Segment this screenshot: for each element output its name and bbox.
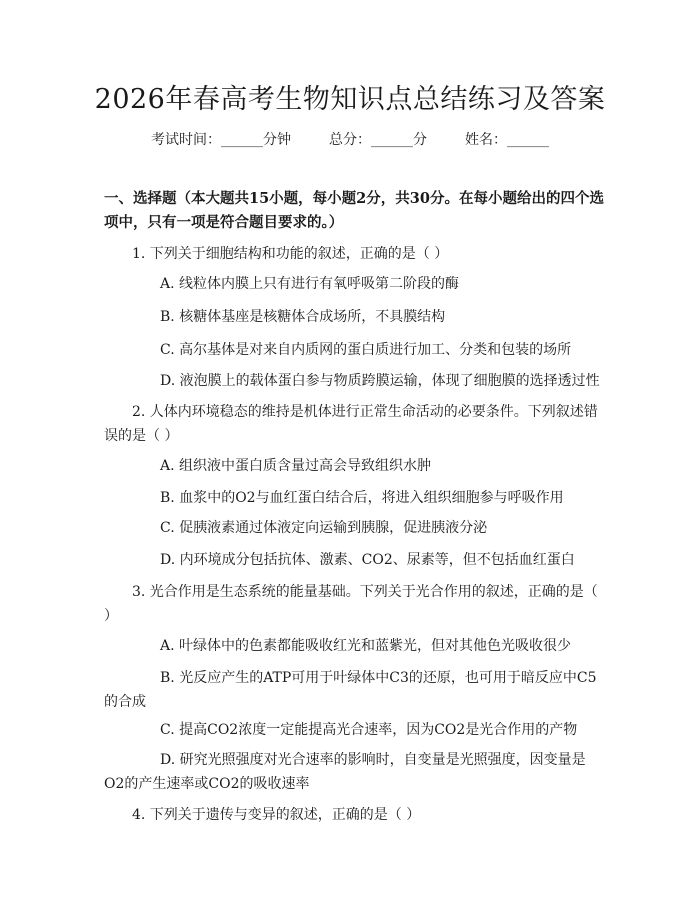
exam-meta (0, 128, 700, 152)
page-title: 2026年春高考生物知识点总结练习及答案 (94, 84, 606, 115)
question-text: 1. 下列关于细胞结构和功能的叙述，正确的是（ ） (132, 246, 449, 262)
question-3-option-c: C. 提高CO2浓度一定能提高光合速率，因为CO2是光合作用的产物 (160, 722, 578, 738)
question-1-option-a: A. 线粒体内膜上只有进行有氧呼吸第二阶段的酶 (160, 276, 460, 292)
question-2 (104, 400, 600, 448)
total-score-field: 总分：______分 (329, 132, 427, 148)
question-3-option-b: B. 光反应产生的ATP可用于叶绿体中C3的还原，也可用于暗反应中C5的合成 (104, 670, 597, 710)
question-text: 2. 人体内环境稳态的维持是机体进行正常生命活动的必要条件。下列叙述错误的是（ ） (104, 404, 598, 444)
question-2-option-b: B. 血浆中的O2与血红蛋白结合后，将进入组织细胞参与呼吸作用 (160, 490, 564, 506)
question-3-option-d: D. 研究光照强度对光合速率的影响时，自变量是光照强度，因变量是O2的产生速率或CO2的吸收速率 (104, 752, 586, 792)
section-header: 一、选择题（本大题共15小题，每小题2分，共30分。在每小题给出的四个选项中，只有一项是符合题目要求的。） (104, 190, 604, 231)
exam-time-field: 考试时间：______分钟 (151, 132, 291, 148)
question-1 (104, 242, 600, 266)
question-3 (104, 580, 600, 628)
question-2-option-c: C. 促胰液素通过体液定向运输到胰腺，促进胰液分泌 (160, 520, 488, 536)
question-1-option-d: D. 液泡膜上的载体蛋白参与物质跨膜运输，体现了细胞膜的选择透过性 (160, 373, 600, 389)
question-4 (104, 803, 600, 827)
question-1-option-c: C. 高尔基体是对来自内质网的蛋白质进行加工、分类和包装的场所 (160, 342, 572, 358)
question-text: 4. 下列关于遗传与变异的叙述，正确的是（ ） (132, 807, 421, 823)
question-2-option-a: A. 组织液中蛋白质含量过高会导致组织水肿 (160, 458, 432, 474)
question-text: 3. 光合作用是生态系统的能量基础。下列关于光合作用的叙述，正确的是（ ） (104, 584, 598, 624)
question-3-option-a: A. 叶绿体中的色素都能吸收红光和蓝紫光，但对其他色光吸收很少 (160, 638, 572, 654)
question-2-option-d: D. 内环境成分包括抗体、激素、CO2、尿素等，但不包括血红蛋白 (160, 552, 575, 568)
student-name-field: 姓名：______ (465, 132, 549, 148)
question-1-option-b: B. 核糖体基座是核糖体合成场所，不具膜结构 (160, 309, 446, 325)
